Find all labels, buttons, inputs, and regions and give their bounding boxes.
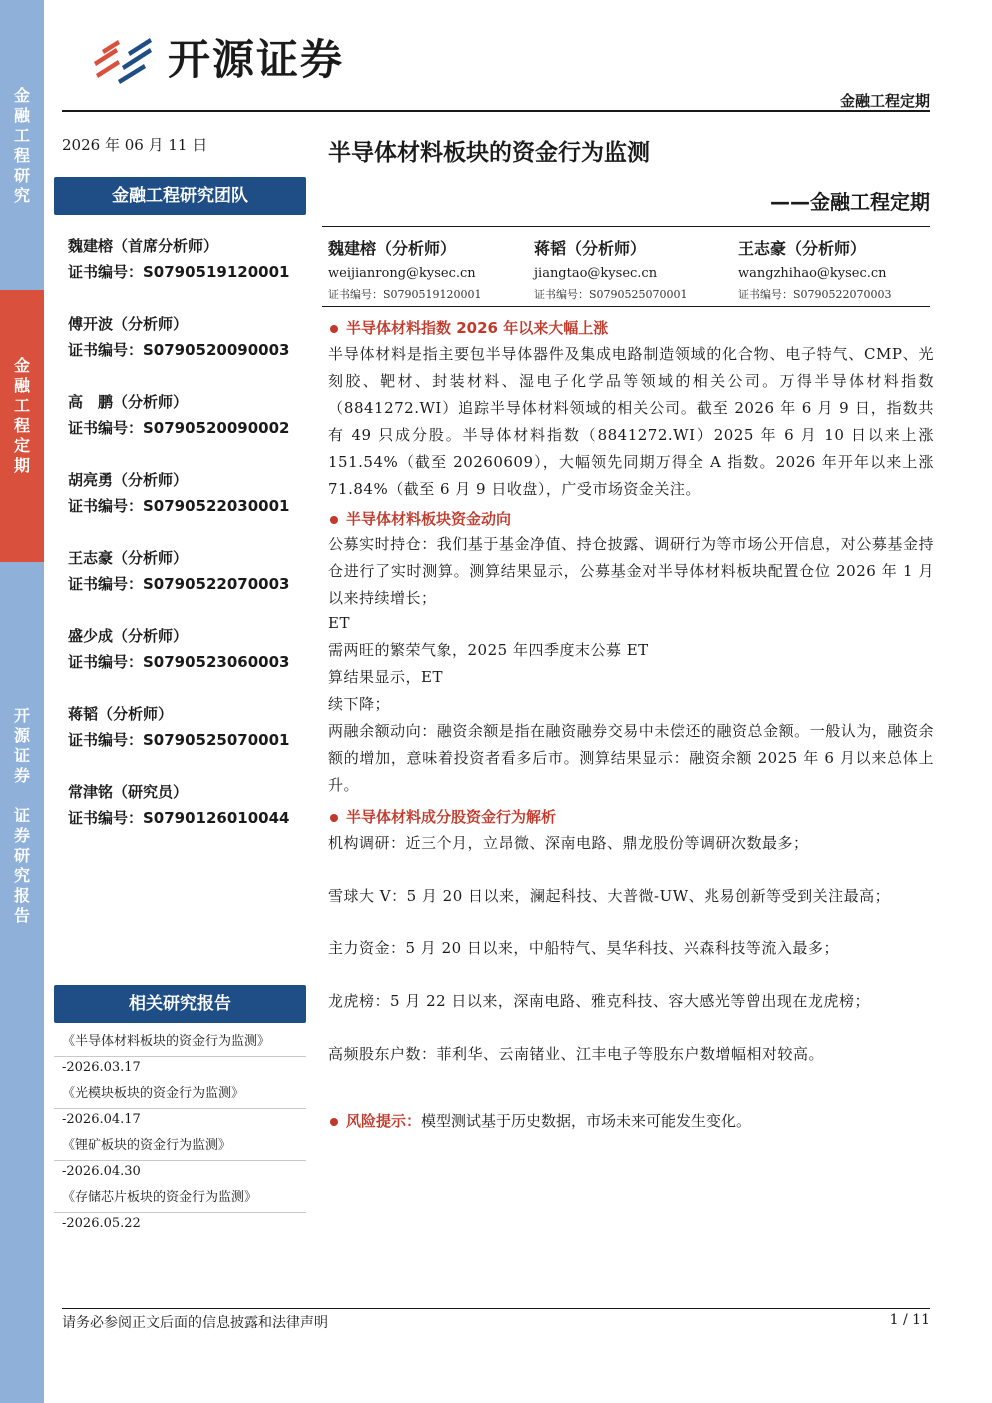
bullet-dot-icon — [330, 814, 338, 822]
section-heading-text: 半导体材料板块资金动向 — [346, 510, 512, 528]
related-heading: 相关研究报告 — [54, 985, 306, 1023]
header-category: 金融工程定期 — [839, 92, 930, 110]
team-member-name: 蒋韬（分析师） — [68, 705, 174, 723]
authors-bottom-divider — [322, 306, 930, 307]
body-line: 龙虎榜：5 月 22 日以来，深南电路、雅克科技、容大感光等曾出现在龙虎榜； — [328, 992, 870, 1010]
section-heading-text: 半导体材料成分股资金行为解析 — [346, 808, 557, 826]
author-name: 王志豪（分析师） — [738, 239, 867, 258]
team-member-name: 傅开波（分析师） — [68, 315, 189, 333]
related-report-date: -2026.03.17 — [62, 1060, 141, 1075]
team-member-name: 王志豪（分析师） — [68, 549, 189, 567]
bullet-dot-icon — [330, 1118, 338, 1126]
team-member-name: 常津铭（研究员） — [68, 783, 189, 801]
body-line: 算结果显示，ET — [328, 668, 443, 686]
related-report-title[interactable]: 《半导体材料板块的资金行为监测》 — [62, 1034, 271, 1049]
body-line: 需两旺的繁荣气象，2025 年四季度末公募 ET — [328, 641, 649, 659]
body-line: 雪球大 V：5 月 20 日以来，澜起科技、大普微-UW、兆易创新等受到关注最高； — [328, 887, 891, 905]
related-report-date: -2026.04.17 — [62, 1112, 141, 1127]
bullet-dot-icon — [330, 325, 338, 333]
section-body: 公募实时持仓：我们基于基金净值、持仓披露、调研行为等市场公开信息，对公募基金持仓进行了实时测算。测算结果显示，公募基金对半导体材料板块配置仓位 2026 年 1 月以来持续增长； — [328, 535, 934, 607]
team-member-name: 高 鹏（分析师） — [68, 393, 189, 411]
team-member-name: 盛少成（分析师） — [68, 627, 189, 645]
page-title: 半导体材料板块的资金行为监测 — [328, 140, 650, 166]
author-email: wangzhihao@kysec.cn — [738, 266, 887, 281]
author-cert: 证书编号：S0790525070001 — [534, 288, 688, 301]
author-card — [534, 236, 734, 304]
section-body: 两融余额动向：融资余额是指在融资融券交易中未偿还的融资总金额。一般认为，融资余额的增加，意味着投资者看多后市。测算结果显示：融资余额 2025 年 6 月以来总体上升。 — [328, 722, 934, 794]
team-member-cert: 证书编号：S0790525070001 — [68, 731, 290, 749]
risk-text: 模型测试基于历史数据，市场未来可能发生变化。 — [421, 1112, 752, 1130]
team-member-cert: 证书编号：S0790522070003 — [68, 575, 290, 593]
section-heading — [330, 506, 511, 532]
section-heading — [330, 804, 556, 830]
section-body: 半导体材料是指主要包半导体器件及集成电路制造领域的化合物、电子特气、CMP、光刻胶、靶材、封装材料、湿电子化学品等领域的相关公司。万得半导体材料指数（8841272.WI）追踪半导体材料领域的相关公司。截至 2026 年 6 月 9 日，指数共有 49 只成分股。半导体材料指数（8841272.WI）2025 年 6 月 10 日以来上涨 151.54%（截至 20260609），大幅领先同期万得全 A 指数。2026 年开年以来上涨 71.84%（截至 6 月 9 日收盘），广受市场资金关注。 — [328, 345, 934, 498]
team-member-cert: 证书编号：S0790126010044 — [68, 809, 290, 827]
footer-disclaimer: 请务必参阅正文后面的信息披露和法律声明 — [62, 1315, 328, 1331]
sidebar-mid-label: 金 融 工 程 定 期 — [13, 356, 30, 475]
sidebar-bottom-label: 开 源 证 券 证 券 研 究 报 告 — [13, 706, 30, 925]
risk-notice — [330, 1108, 751, 1134]
body-line: ET — [328, 614, 350, 632]
sidebar-band-bottom — [0, 562, 44, 1403]
section-heading-text: 半导体材料指数 2026 年以来大幅上涨 — [346, 319, 609, 337]
related-report-title[interactable]: 《光模块板块的资金行为监测》 — [62, 1086, 245, 1101]
related-report-title[interactable]: 《存储芯片板块的资金行为监测》 — [62, 1190, 258, 1205]
author-name: 蒋韬（分析师） — [534, 239, 647, 258]
footer-divider — [62, 1308, 930, 1309]
brand-logo-icon — [88, 34, 158, 86]
author-cert: 证书编号：S0790522070003 — [738, 288, 892, 301]
related-report-date: -2026.04.30 — [62, 1164, 141, 1179]
risk-label: 风险提示： — [346, 1112, 422, 1130]
bullet-dot-icon — [330, 516, 338, 524]
team-member-name: 胡亮勇（分析师） — [68, 471, 189, 489]
section-heading — [330, 315, 608, 341]
team-heading: 金融工程研究团队 — [54, 177, 306, 215]
team-member-cert: 证书编号：S0790522030001 — [68, 497, 290, 515]
body-line: 机构调研：近三个月，立昂微、深南电路、鼎龙股份等调研次数最多； — [328, 834, 809, 852]
author-email: jiangtao@kysec.cn — [534, 266, 658, 281]
sidebar-top-label: 金 融 工 程 研 究 — [13, 86, 30, 205]
team-member-cert: 证书编号：S0790519120001 — [68, 263, 290, 281]
related-report-title[interactable]: 《锂矿板块的资金行为监测》 — [62, 1138, 232, 1153]
authors-top-divider — [322, 226, 930, 227]
page-number: 1 / 11 — [889, 1312, 930, 1328]
team-member-cert: 证书编号：S0790520090003 — [68, 341, 290, 359]
author-cert: 证书编号：S0790519120001 — [328, 288, 482, 301]
body-line: 主力资金：5 月 20 日以来，中船特气、昊华科技、兴森科技等流入最多； — [328, 939, 839, 957]
author-email: weijianrong@kysec.cn — [328, 266, 476, 281]
page-subtitle: ——金融工程定期 — [770, 190, 930, 214]
author-card — [738, 236, 938, 304]
team-member-cert: 证书编号：S0790523060003 — [68, 653, 290, 671]
related-report-date: -2026.05.22 — [62, 1216, 141, 1231]
author-name: 魏建榕（分析师） — [328, 239, 457, 258]
report-date: 2026 年 06 月 11 日 — [62, 136, 208, 154]
team-member-name: 魏建榕（首席分析师） — [68, 237, 219, 255]
body-line: 高频股东户数：菲利华、云南锗业、江丰电子等股东户数增幅相对较高。 — [328, 1045, 825, 1063]
author-card — [328, 236, 528, 304]
body-line: 续下降； — [328, 695, 391, 713]
header-divider — [62, 110, 930, 112]
brand-name: 开源证券 — [168, 35, 345, 84]
team-member-cert: 证书编号：S0790520090002 — [68, 419, 290, 437]
